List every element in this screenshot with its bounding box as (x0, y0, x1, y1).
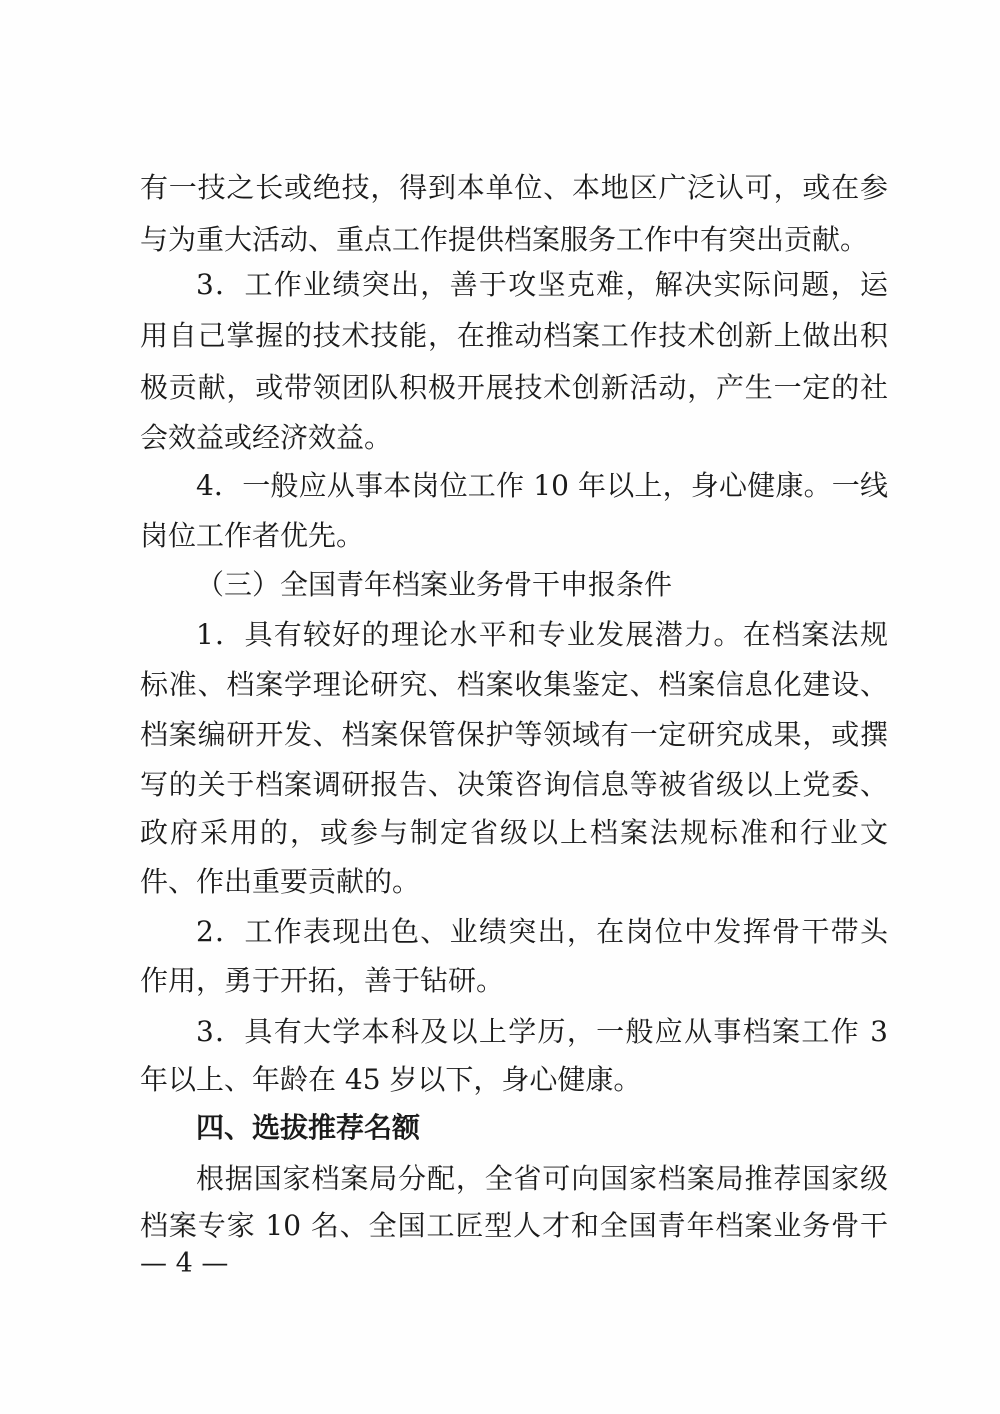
body-text-line: 档案专家 10 名、全国工匠型人才和全国青年档案业务骨干 (140, 1209, 888, 1242)
body-text-line: 政府采用的，或参与制定省级以上档案法规标准和行业文 (140, 816, 888, 849)
body-text-line: 写的关于档案调研报告、决策咨询信息等被省级以上党委、 (140, 768, 888, 801)
body-text-line: 有一技之长或绝技，得到本单位、本地区广泛认可，或在参 (140, 171, 888, 204)
body-text-line: 岗位工作者优先。 (140, 519, 365, 552)
body-text-line: 档案编研开发、档案保管保护等领域有一定研究成果，或撰 (140, 718, 888, 751)
body-text-line: 用自己掌握的技术技能，在推动档案工作技术创新上做出积 (140, 319, 888, 352)
body-text-line: 会效益或经济效益。 (140, 421, 393, 454)
section-heading: 四、选拔推荐名额 (196, 1111, 421, 1144)
body-text-line: 极贡献，或带领团队积极开展技术创新活动，产生一定的社 (140, 371, 888, 404)
body-text-line: 1．具有较好的理论水平和专业发展潜力。在档案法规 (196, 618, 888, 651)
section-subheading: （三）全国青年档案业务骨干申报条件 (196, 568, 673, 601)
body-text-line: 标准、档案学理论研究、档案收集鉴定、档案信息化建设、 (140, 668, 888, 701)
body-text-line: 4．一般应从事本岗位工作 10 年以上，身心健康。一线 (196, 469, 888, 502)
body-text-line: 作用，勇于开拓，善于钻研。 (140, 964, 505, 997)
body-text-line: 年以上、年龄在 45 岁以下，身心健康。 (140, 1063, 642, 1096)
body-text-line: 3．工作业绩突出，善于攻坚克难，解决实际问题，运 (196, 268, 888, 301)
body-text-line: 根据国家档案局分配，全省可向国家档案局推荐国家级 (196, 1162, 888, 1195)
body-text-line: 件、作出重要贡献的。 (140, 865, 421, 898)
page-number: — 4 — (140, 1248, 229, 1279)
body-text-line: 3．具有大学本科及以上学历，一般应从事档案工作 3 (196, 1015, 888, 1048)
body-text-line: 与为重大活动、重点工作提供档案服务工作中有突出贡献。 (140, 223, 869, 256)
body-text-line: 2．工作表现出色、业绩突出，在岗位中发挥骨干带头 (196, 915, 888, 948)
